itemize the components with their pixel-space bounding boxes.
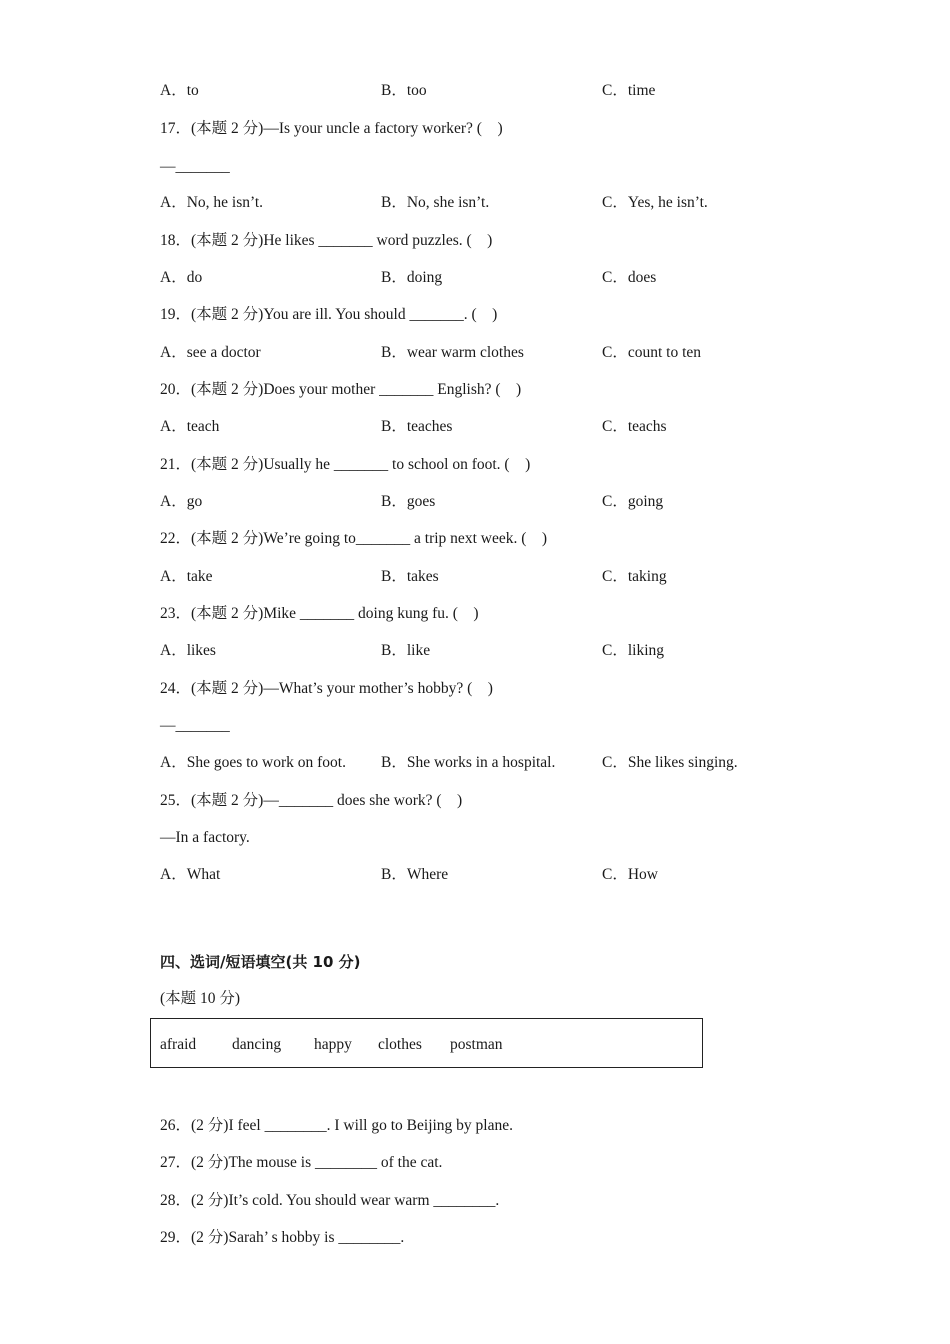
- q17-option-a: A．No, he isn’t.: [160, 194, 264, 211]
- q25-option-b: B．Where: [381, 866, 449, 883]
- q17-stem: 17．(本题 2 分)—Is your uncle a factory worker? ( ): [160, 120, 503, 137]
- q20-option-c: C．teachs: [602, 418, 667, 435]
- q24-option-a: A．She goes to work on foot.: [160, 754, 346, 771]
- q16-option-c: C．time: [602, 82, 656, 99]
- q24-stem: 24．(本题 2 分)—What’s your mother’s hobby? ( ): [160, 680, 493, 697]
- q23-option-c: C．liking: [602, 642, 665, 659]
- word-bank-item: clothes: [378, 1036, 422, 1053]
- q21-option-b: B．goes: [381, 493, 436, 510]
- q21-stem: 21．(本题 2 分)Usually he _______ to school on foot. ( ): [160, 456, 531, 473]
- q29-stem: 29．(2 分)Sarah’ s hobby is ________.: [160, 1229, 405, 1246]
- q19-option-a: A．see a doctor: [160, 344, 261, 361]
- q18-option-a: A．do: [160, 269, 203, 286]
- q17-option-c: C．Yes, he isn’t.: [602, 194, 708, 211]
- q24-option-c: C．She likes singing.: [602, 754, 738, 771]
- section-4-score-note: (本题 10 分): [160, 990, 241, 1007]
- word-bank-item: afraid: [160, 1036, 197, 1053]
- q28-stem: 28．(2 分)It’s cold. You should wear warm ________.: [160, 1192, 500, 1209]
- q23-option-b: B．like: [381, 642, 431, 659]
- word-bank-item: happy: [314, 1036, 352, 1053]
- word-bank-item: postman: [450, 1036, 503, 1053]
- word-bank-item: dancing: [232, 1036, 282, 1053]
- q18-stem: 18．(本题 2 分)He likes _______ word puzzles. ( ): [160, 232, 493, 249]
- section-4-title: 四、选词/短语填空(共 10 分): [160, 953, 361, 971]
- q19-option-b: B．wear warm clothes: [381, 344, 524, 361]
- q21-option-c: C．going: [602, 493, 664, 510]
- q26-stem: 26．(2 分)I feel ________. I will go to Beijing by plane.: [160, 1117, 513, 1134]
- q27-stem: 27．(2 分)The mouse is ________ of the cat.: [160, 1154, 443, 1171]
- q25-option-c: C．How: [602, 866, 658, 883]
- q20-stem: 20．(本题 2 分)Does your mother _______ English? ( ): [160, 381, 522, 398]
- q17-option-b: B．No, she isn’t.: [381, 194, 490, 211]
- q20-option-a: A．teach: [160, 418, 220, 435]
- q19-stem: 19．(本题 2 分)You are ill. You should _______. ( ): [160, 306, 498, 323]
- q17-answer-line: —_______: [160, 158, 230, 175]
- q23-stem: 23．(本题 2 分)Mike _______ doing kung fu. ( ): [160, 605, 479, 622]
- q20-option-b: B．teaches: [381, 418, 453, 435]
- q24-option-b: B．She works in a hospital.: [381, 754, 556, 771]
- q16-option-a: A．to: [160, 82, 199, 99]
- q22-option-b: B．takes: [381, 568, 439, 585]
- q22-stem: 22．(本题 2 分)We’re going to_______ a trip next week. ( ): [160, 530, 548, 547]
- q25-reply: —In a factory.: [160, 829, 250, 846]
- q23-option-a: A．likes: [160, 642, 216, 659]
- q18-option-c: C．does: [602, 269, 657, 286]
- q21-option-a: A．go: [160, 493, 203, 510]
- q18-option-b: B．doing: [381, 269, 443, 286]
- q22-option-a: A．take: [160, 568, 213, 585]
- q19-option-c: C．count to ten: [602, 344, 702, 361]
- q16-option-b: B．too: [381, 82, 427, 99]
- q24-answer-line: —_______: [160, 717, 230, 734]
- q25-stem: 25．(本题 2 分)—_______ does she work? ( ): [160, 792, 463, 809]
- q22-option-c: C．taking: [602, 568, 667, 585]
- q25-option-a: A．What: [160, 866, 221, 883]
